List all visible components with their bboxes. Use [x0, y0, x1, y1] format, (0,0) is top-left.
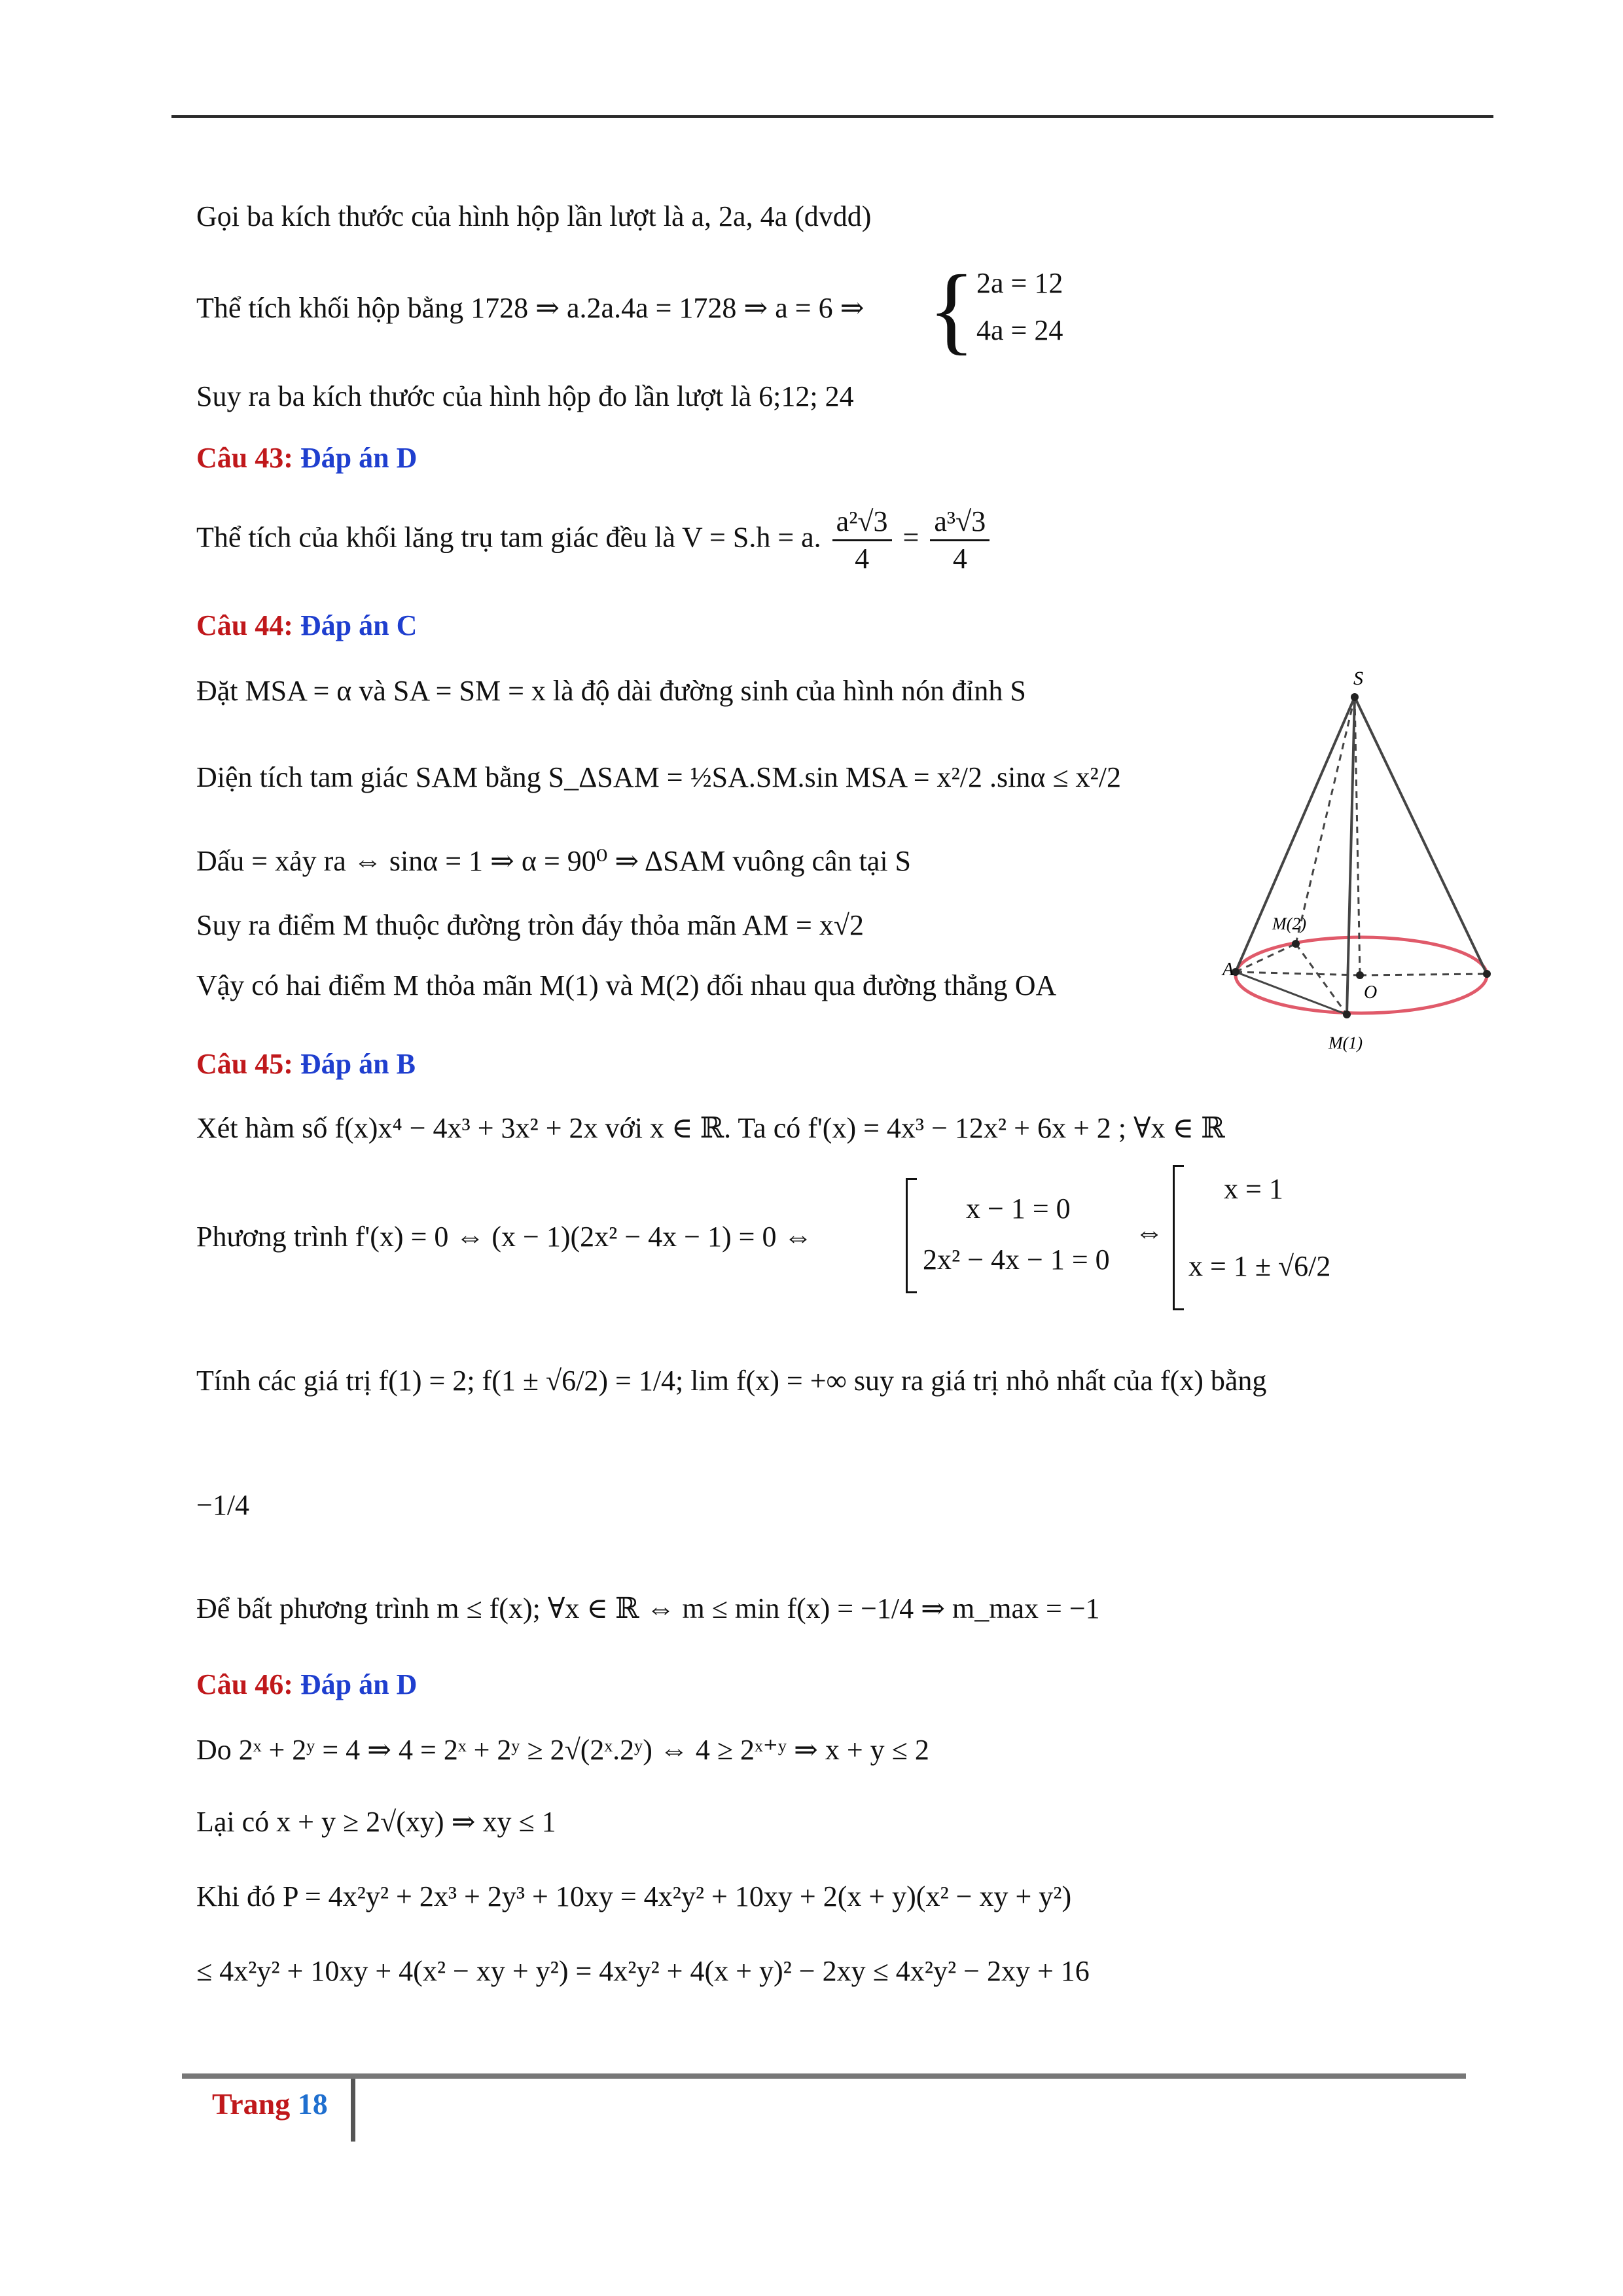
text-line: Gọi ba kích thước của hình hộp lần lượt là a, 2a, 4a (dvdd) [196, 200, 872, 232]
numerator: a²√3 [832, 504, 892, 541]
text-line: Tính các giá trị f(1) = 2; f(1 ± √6/2) = 1/4; lim f(x) = +∞ suy ra giá trị nhỏ nhất của f(x) bằng [196, 1365, 1267, 1397]
footer-label: Trang [212, 2087, 291, 2121]
answer-label: Đáp án C [300, 609, 418, 641]
question-number: Câu 43: [196, 442, 293, 474]
text-line: Đặt MSA = α và SA = SM = x là độ dài đường sinh của hình nón đỉnh S [196, 675, 1026, 707]
text-line: Khi đó P = 4x²y² + 2x³ + 2y³ + 10xy = 4x²y² + 10xy + 2(x + y)(x² − xy + y²) [196, 1880, 1072, 1912]
case-bracket [1173, 1165, 1184, 1310]
case-eq-2: 2x² − 4x − 1 = 0 [923, 1244, 1110, 1276]
question-heading [196, 1046, 416, 1083]
text-line: ≤ 4x²y² + 10xy + 4(x² − xy + y²) = 4x²y² + 4(x + y)² − 2xy ≤ 4x²y² − 2xy + 16 [196, 1955, 1090, 1987]
case-root-2: x = 1 ± √6/2 [1188, 1250, 1331, 1282]
fraction [832, 504, 892, 577]
case-eq-1: x − 1 = 0 [966, 1193, 1071, 1225]
slant-SM2 [1296, 697, 1355, 944]
answer-label: Đáp án D [300, 1668, 418, 1700]
slant-SM1 [1347, 697, 1355, 1014]
text-line: Phương trình f'(x) = 0 ⇔ (x − 1)(2x² − 4x − 1) = 0 ⇔ [196, 1221, 813, 1253]
text-line: Lại có x + y ≥ 2√(xy) ⇒ xy ≤ 1 [196, 1806, 556, 1838]
point-O [1356, 971, 1364, 979]
cone-figure [1224, 661, 1499, 1080]
answer-label: Đáp án B [300, 1048, 416, 1080]
point-right [1483, 970, 1491, 978]
radius-AO [1236, 972, 1360, 975]
answer-label: Đáp án D [300, 442, 418, 474]
text-line: Suy ra điểm M thuộc đường tròn đáy thỏa mãn AM = x√2 [196, 909, 864, 941]
text-line: Suy ra ba kích thước của hình hộp đo lần lượt là 6;12; 24 [196, 380, 854, 412]
text-line: Xét hàm số f(x)x⁴ − 4x³ + 3x² + 2x với x ∈ ℝ. Ta có f'(x) = 4x³ − 12x² + 6x + 2 ; ∀x ∈ ℝ [196, 1112, 1225, 1144]
case-bracket [906, 1178, 917, 1293]
text-line: Để bất phương trình m ≤ f(x); ∀x ∈ ℝ ⇔ m ≤ min f(x) = −1/4 ⇒ m_max = −1 [196, 1592, 1100, 1624]
case-root-1: x = 1 [1224, 1173, 1283, 1205]
label-A: A [1222, 960, 1234, 980]
fraction [930, 504, 990, 577]
denominator: 4 [855, 543, 870, 575]
height-SO [1355, 697, 1360, 975]
question-heading [196, 440, 417, 476]
footer-rule [182, 2073, 1466, 2079]
label-O: O [1364, 982, 1378, 1003]
question-number: Câu 46: [196, 1668, 293, 1700]
text-line: Thể tích khối hộp bằng 1728 ⇒ a.2a.4a = 1728 ⇒ a = 6 ⇒ [196, 292, 865, 324]
system-eq-2: 4a = 24 [976, 314, 1063, 346]
question-heading [196, 607, 417, 644]
text-line: Thể tích của khối lăng trụ tam giác đều là V = S.h = a. $\frac{\text{a²√3}}{4}$ = $\frac{\text{a³√3}}{4}$ [196, 504, 993, 577]
text-line: Do 2ˣ + 2ʸ = 4 ⇒ 4 = 2ˣ + 2ʸ ≥ 2√(2ˣ.2ʸ) ⇔ 4 ≥ 2ˣ⁺ʸ ⇒ x + y ≤ 2 [196, 1734, 929, 1766]
text-line: Diện tích tam giác SAM bằng S_ΔSAM = ½SA.SM.sin MSA = x²/2 .sinα ≤ x²/2 [196, 761, 1121, 793]
page-number: 18 [297, 2087, 328, 2121]
cone-edge-right [1355, 697, 1487, 974]
page-footer [212, 2087, 328, 2121]
system-eq-1: 2a = 12 [976, 267, 1063, 299]
footer-divider [351, 2079, 355, 2142]
denominator: 4 [952, 543, 967, 575]
question-number: Câu 45: [196, 1048, 293, 1080]
label-S: S [1353, 668, 1363, 689]
equivalence-arrow: ⇔ [1135, 1216, 1164, 1248]
label-M1: M(1) [1329, 1033, 1363, 1052]
question-heading [196, 1666, 417, 1703]
point-M2 [1292, 940, 1300, 948]
top-rule [171, 115, 1493, 118]
system-brace: { [928, 255, 975, 364]
numerator: a³√3 [930, 504, 990, 541]
label-M2: M(2) [1272, 914, 1306, 933]
text-line: Dấu = xảy ra ⇔ sinα = 1 ⇒ α = 90⁰ ⇒ ΔSAM vuông cân tại S [196, 845, 912, 877]
text-line: −1/4 [196, 1489, 250, 1521]
radius-O-right [1360, 974, 1487, 975]
point-S [1351, 693, 1359, 701]
question-number: Câu 44: [196, 609, 293, 641]
point-M1 [1343, 1011, 1351, 1018]
formula-text: Thể tích của khối lăng trụ tam giác đều là V = S.h = a. [196, 521, 821, 554]
text-line: Vậy có hai điểm M thỏa mãn M(1) và M(2) đối nhau qua đường thẳng OA [196, 969, 1057, 1001]
